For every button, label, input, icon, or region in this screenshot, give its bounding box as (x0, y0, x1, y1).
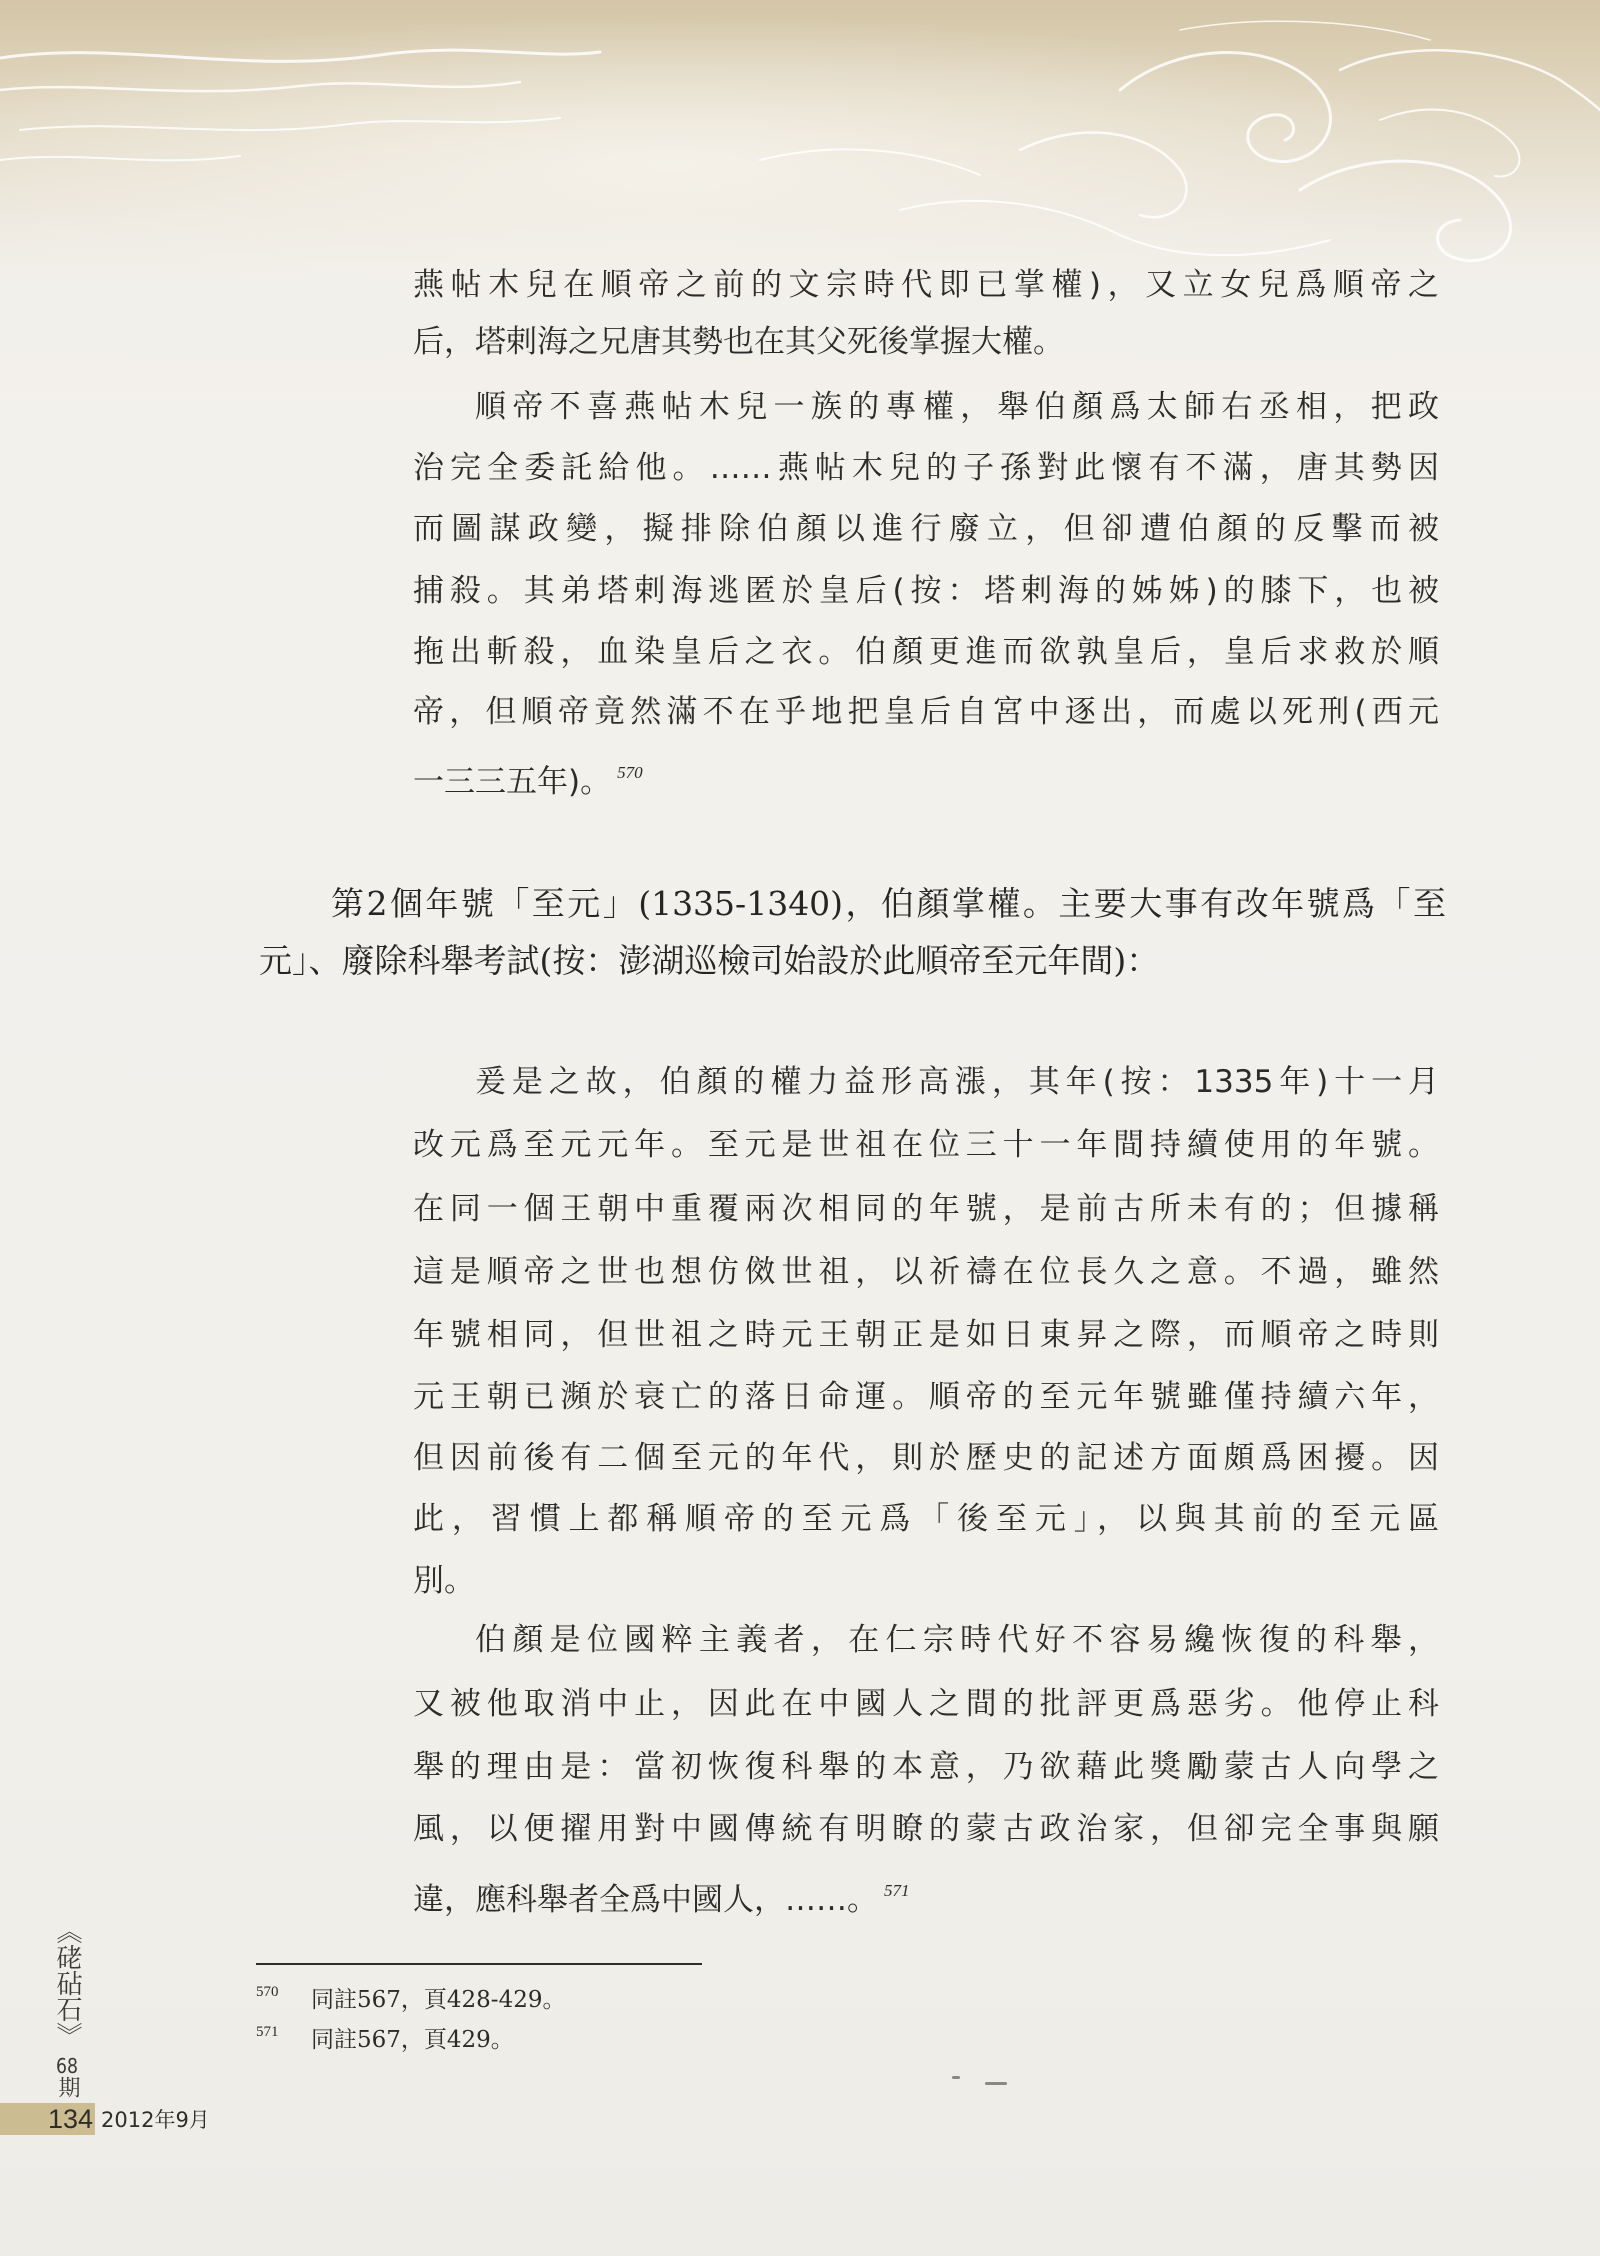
footnote-number: 571 (256, 2024, 279, 2040)
scan-speck (985, 2082, 1007, 2085)
quote-2-line: 風，以便擢用對中國傳統有明瞭的蒙古政治家，但卻完全事與願 (413, 1811, 1439, 1847)
quote-2-line: 伯顏是位國粹主義者，在仁宗時代好不容易纔恢復的科舉， (475, 1622, 1439, 1658)
quote-1-line: 捕殺。其弟塔剌海逃匿於皇后(按：塔剌海的姊姊)的膝下，也被 (413, 573, 1439, 609)
footnote-ref-571: 571 (884, 1881, 910, 1900)
footnote-text: 同註567，頁428-429。 (311, 1987, 566, 2013)
quote-2-line-text: 違，應科舉者全爲中國人，……。 (413, 1882, 878, 1918)
page-number: 134 (48, 2104, 94, 2134)
quote-2-line: 這是順帝之世也想仿傚世祖，以祈禱在位長久之意。不過，雖然 (413, 1254, 1439, 1290)
issue-label (52, 2056, 82, 2098)
quote-2-line: 舉的理由是：當初恢復科舉的本意，乃欲藉此獎勵蒙古人向學之 (413, 1749, 1439, 1785)
quote-1-line: 而圖謀政變，擬排除伯顏以進行廢立，但卻遭伯顏的反擊而被 (413, 511, 1439, 547)
quote-2-line: 元王朝已瀕於衰亡的落日命運。順帝的至元年號雖僅持續六年， (413, 1379, 1439, 1415)
quote-1-line: 拖出斬殺，血染皇后之衣。伯顏更進而欲孰皇后，皇后求救於順 (413, 634, 1439, 670)
quote-2-line: 又被他取消中止，因此在中國人之間的批評更爲惡劣。他停止科 (413, 1686, 1439, 1722)
issue-number: 68 (56, 2056, 78, 2076)
quote-2-line: 此，習慣上都稱順帝的至元爲「後至元」，以與其前的至元區 (413, 1501, 1439, 1537)
footnote-ref-570: 570 (617, 763, 643, 782)
issue-date: 2012年9月 (101, 2108, 210, 2132)
quote-2-line: 別。 (413, 1563, 475, 1599)
footnote-text: 同註567，頁429。 (311, 2027, 514, 2053)
quote-2-last-line (413, 1866, 1439, 1916)
quote-1-line: 治完全委託給他。……燕帖木兒的子孫對此懷有不滿，唐其勢因 (413, 450, 1439, 486)
footnote-number: 570 (256, 1984, 279, 2000)
cloud-banner-decoration (0, 0, 1600, 300)
scan-speck (952, 2076, 960, 2079)
quote-2-line: 爰是之故，伯顏的權力益形高漲，其年(按：1335年)十一月 (475, 1064, 1439, 1100)
quote-2-line: 在同一個王朝中重覆兩次相同的年號，是前古所未有的；但據稱 (413, 1191, 1439, 1227)
banner-glow (0, 0, 1600, 300)
quote-1-last-line (413, 748, 1439, 798)
quote-1-line: 后，塔剌海之兄唐其勢也在其父死後掌握大權。 (413, 324, 1064, 360)
quote-1-line-text: 一三三五年)。 (413, 764, 612, 800)
journal-title: 《硓砧石》 (52, 1918, 82, 2048)
main-paragraph-line: 第2個年號「至元」(1335-1340)，伯顏掌權。主要大事有改年號爲「至 (331, 884, 1446, 923)
issue-unit: 期 (55, 2076, 80, 2098)
quote-1-line: 順帝不喜燕帖木兒一族的專權，舉伯顏爲太師右丞相，把政 (475, 389, 1439, 425)
quote-1-line: 燕帖木兒在順帝之前的文宗時代即已掌權)，又立女兒爲順帝之 (413, 267, 1439, 303)
quote-1-line: 帝，但順帝竟然滿不在乎地把皇后自宮中逐出，而處以死刑(西元 (413, 694, 1439, 730)
quote-2-line: 年號相同，但世祖之時元王朝正是如日東昇之際，而順帝之時則 (413, 1317, 1439, 1353)
footnote-divider (256, 1963, 702, 1965)
quote-2-line: 改元爲至元元年。至元是世祖在位三十一年間持續使用的年號。 (413, 1127, 1439, 1163)
main-paragraph-line: 元」、廢除科舉考試(按：澎湖巡檢司始設於此順帝至元年間)： (259, 941, 1160, 980)
quote-2-line: 但因前後有二個至元的年代，則於歷史的記述方面頗爲困擾。因 (413, 1440, 1439, 1476)
